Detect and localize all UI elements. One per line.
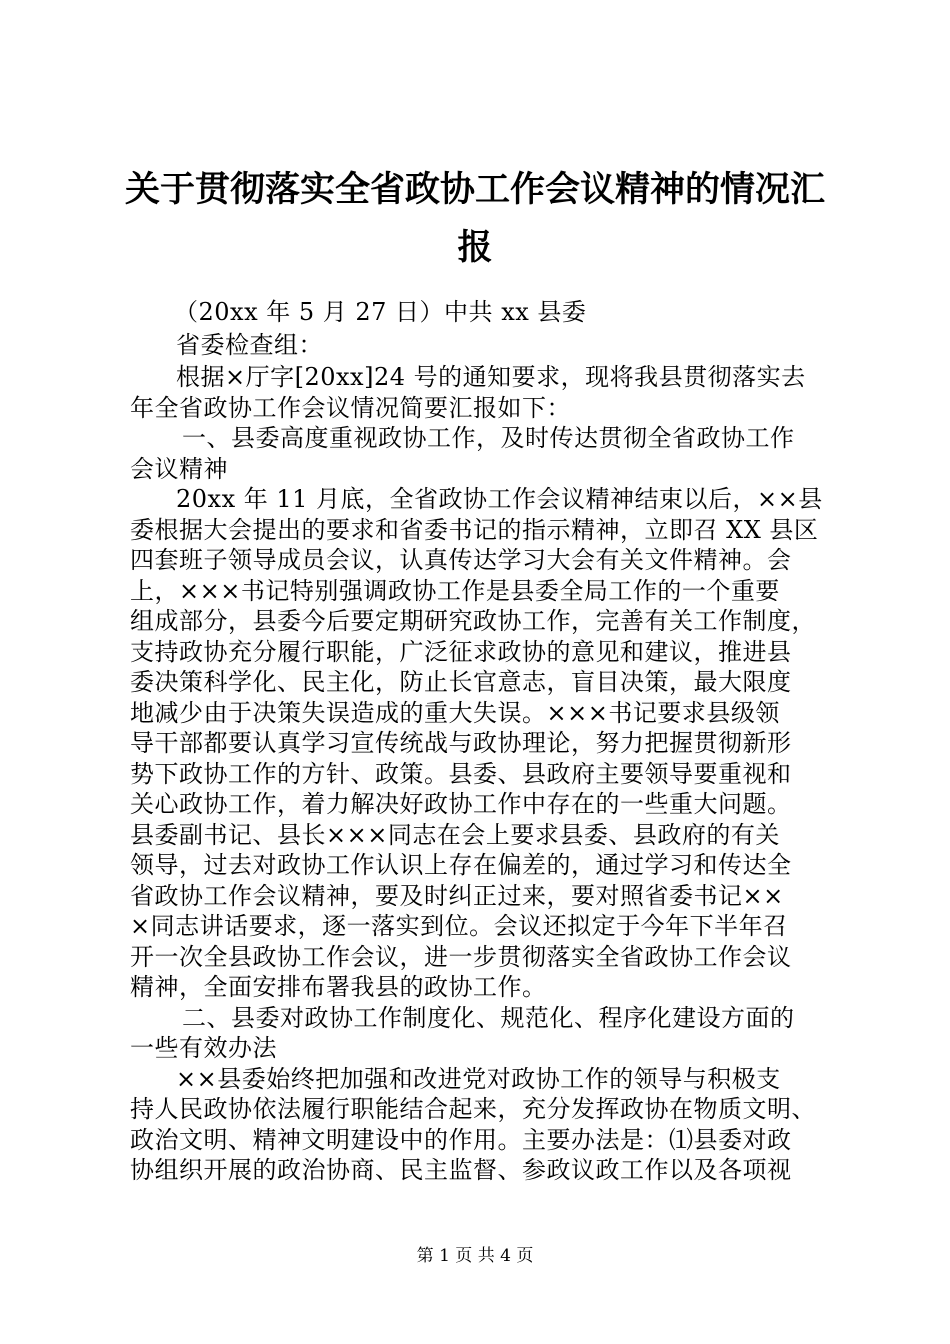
document-title-line-1: 关于贯彻落实全省政协工作会议精神的情况汇	[124, 170, 825, 210]
date-and-issuer: （20xx 年 5 月 27 日）中共 xx 县委	[174, 298, 587, 326]
body-line: 组成部分，县委今后要定期研究政协工作，完善有关工作制度，	[130, 607, 816, 635]
body-line: 持人民政协依法履行职能结合起来，充分发挥政协在物质文明、	[130, 1095, 816, 1123]
body-line: 关心政协工作，着力解决好政协工作中存在的一些重大问题。	[130, 790, 792, 818]
body-line: 20xx 年 11 月底，全省政协工作会议精神结束以后，××县	[176, 485, 823, 513]
body-line: 上，×××书记特别强调政协工作是县委全局工作的一个重要	[130, 577, 780, 605]
body-line: ××县委始终把加强和改进党对政协工作的领导与积极支	[176, 1065, 781, 1093]
body-line: 四套班子领导成员会议，认真传达学习大会有关文件精神。会	[130, 546, 792, 574]
body-line: 导干部都要认真学习宣传统战与政协理论，努力把握贯彻新形	[130, 729, 792, 757]
body-line: 协组织开展的政治协商、民主监督、参政议政工作以及各项视	[130, 1156, 792, 1184]
body-line: 年全省政协工作会议情况简要汇报如下：	[130, 394, 571, 422]
body-line: 县委副书记、县长×××同志在会上要求县委、县政府的有关	[130, 821, 780, 849]
body-line: 支持政协充分履行职能，广泛征求政协的意见和建议，推进县	[130, 638, 792, 666]
body-line: 委决策科学化、民主化，防止长官意志，盲目决策，最大限度	[130, 668, 792, 696]
section-heading-2: 二、县委对政协工作制度化、规范化、程序化建设方面的	[182, 1004, 795, 1032]
body-line: 省政协工作会议精神，要及时纠正过来，要对照省委书记××	[130, 882, 784, 910]
body-line: ×同志讲话要求，逐一落实到位。会议还拟定于今年下半年召	[130, 912, 788, 940]
body-line: 政治文明、精神文明建设中的作用。主要办法是：⑴县委对政	[130, 1126, 792, 1154]
body-line: 势下政协工作的方针、政策。县委、县政府主要领导要重视和	[130, 760, 792, 788]
body-line: 开一次全县政协工作会议，进一步贯彻落实全省政协工作会议	[130, 943, 792, 971]
body-line: 根据×厅字[20xx]24 号的通知要求，现将我县贯彻落实去	[176, 363, 806, 391]
page-number-footer: 第 1 页 共 4 页	[416, 1246, 534, 1266]
body-line: 领导，过去对政协工作认识上存在偏差的，通过学习和传达全	[130, 851, 792, 879]
body-line: 地减少由于决策失误造成的重大失误。×××书记要求县级领	[130, 699, 780, 727]
document-title-line-2: 报	[457, 228, 493, 268]
section-heading-1-cont: 会议精神	[130, 455, 228, 483]
section-heading-1: 一、县委高度重视政协工作，及时传达贯彻全省政协工作	[182, 424, 795, 452]
body-line: 委根据大会提出的要求和省委书记的指示精神，立即召 XX 县区	[130, 516, 819, 544]
salutation: 省委检查组：	[176, 331, 323, 359]
body-line: 精神，全面安排布署我县的政协工作。	[130, 973, 547, 1001]
section-heading-2-cont: 一些有效办法	[130, 1034, 277, 1062]
